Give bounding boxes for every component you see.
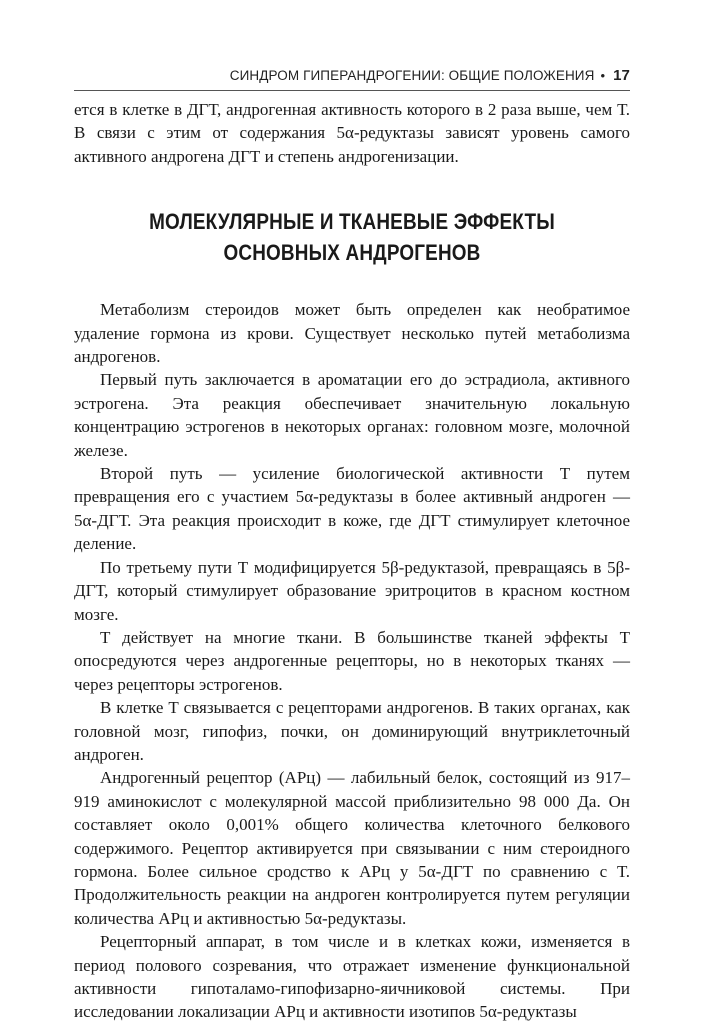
running-title: СИНДРОМ ГИПЕРАНДРОГЕНИИ: ОБЩИЕ ПОЛОЖЕНИЯ [229, 67, 595, 83]
running-header [74, 62, 630, 88]
paragraph-cell-binding: В клетке Т связывается с рецепторами андрогенов. В таких органах, как головной мозг, гипофиз, почки, он доминирующий внутриклеточный андроген. [74, 698, 630, 764]
header-bullet: • [600, 67, 606, 83]
paragraph-tissues: Т действует на многие ткани. В большинстве тканей эффекты Т опосредуются через андрогенные рецепторы, но в некоторых тканях — через рецепторы эстрогенов. [74, 627, 630, 694]
paragraph-androgen-receptor: Андрогенный рецептор (АРц) — лабильный белок, состоящий из 917–919 аминокислот с молекулярной массой приблизительно 98 000 Да. Он составляет около 0,001% общего количества клеточного белкового содержимого. Рецептор активируется при связывании с ним стероидного гормона. Более сильное сродство к АРц у 5α-ДГТ по сравнению с Т. Продолжительность реакции на андроген контролируется путем регуляции количества АРц и активностью 5α-редуктазы. [74, 768, 630, 928]
page-body [74, 98, 630, 1024]
paragraph-third-path: По третьему пути Т модифицируется 5β-редуктазой, превращаясь в 5β-ДГТ, который стимулирует образование эритроцитов в красном костном мозге. [74, 557, 630, 624]
paragraph-first-path: Первый путь заключается в ароматации его до эстрадиола, активного эстрогена. Эта реакция обеспечивает значительную локальную концентрацию эстрогенов в некоторых органах: головном мозге, молочной железе. [74, 370, 630, 460]
paragraph-receptor-apparatus: Рецепторный аппарат, в том числе и в клетках кожи, изменяется в период полового созревания, что отражает изменение функциональной активности гипоталамо-гипофизарно-яичниковой системы. При исследовании локализации АРц и активности изотипов 5α-редуктазы [74, 932, 630, 1022]
section-heading-line-1: МОЛЕКУЛЯРНЫЕ И ТКАНЕВЫЕ ЭФФЕКТЫ [149, 209, 555, 235]
intro-paragraph: ется в клетке в ДГТ, андрогенная активность которого в 2 раза выше, чем Т. В связи с этим от содержания 5α-редуктазы зависят уровень самого активного андрогена ДГТ и степень андрогенизации. [74, 100, 630, 166]
section-heading [113, 206, 591, 268]
section-heading-line-2: ОСНОВНЫХ АНДРОГЕНОВ [223, 240, 481, 266]
paragraph-second-path: Второй путь — усиление биологической активности Т путем превращения его с участием 5α-редуктазы в более активный андроген — 5α-ДГТ. Эта реакция происходит в коже, где ДГТ стимулирует клеточное деление. [74, 464, 630, 554]
page-number: 17 [613, 66, 630, 84]
paragraph-metabolism: Метаболизм стероидов может быть определен как необратимое удаление гормона из крови. Существует несколько путей метаболизма андрогенов. [74, 300, 630, 367]
header-rule [74, 90, 630, 91]
